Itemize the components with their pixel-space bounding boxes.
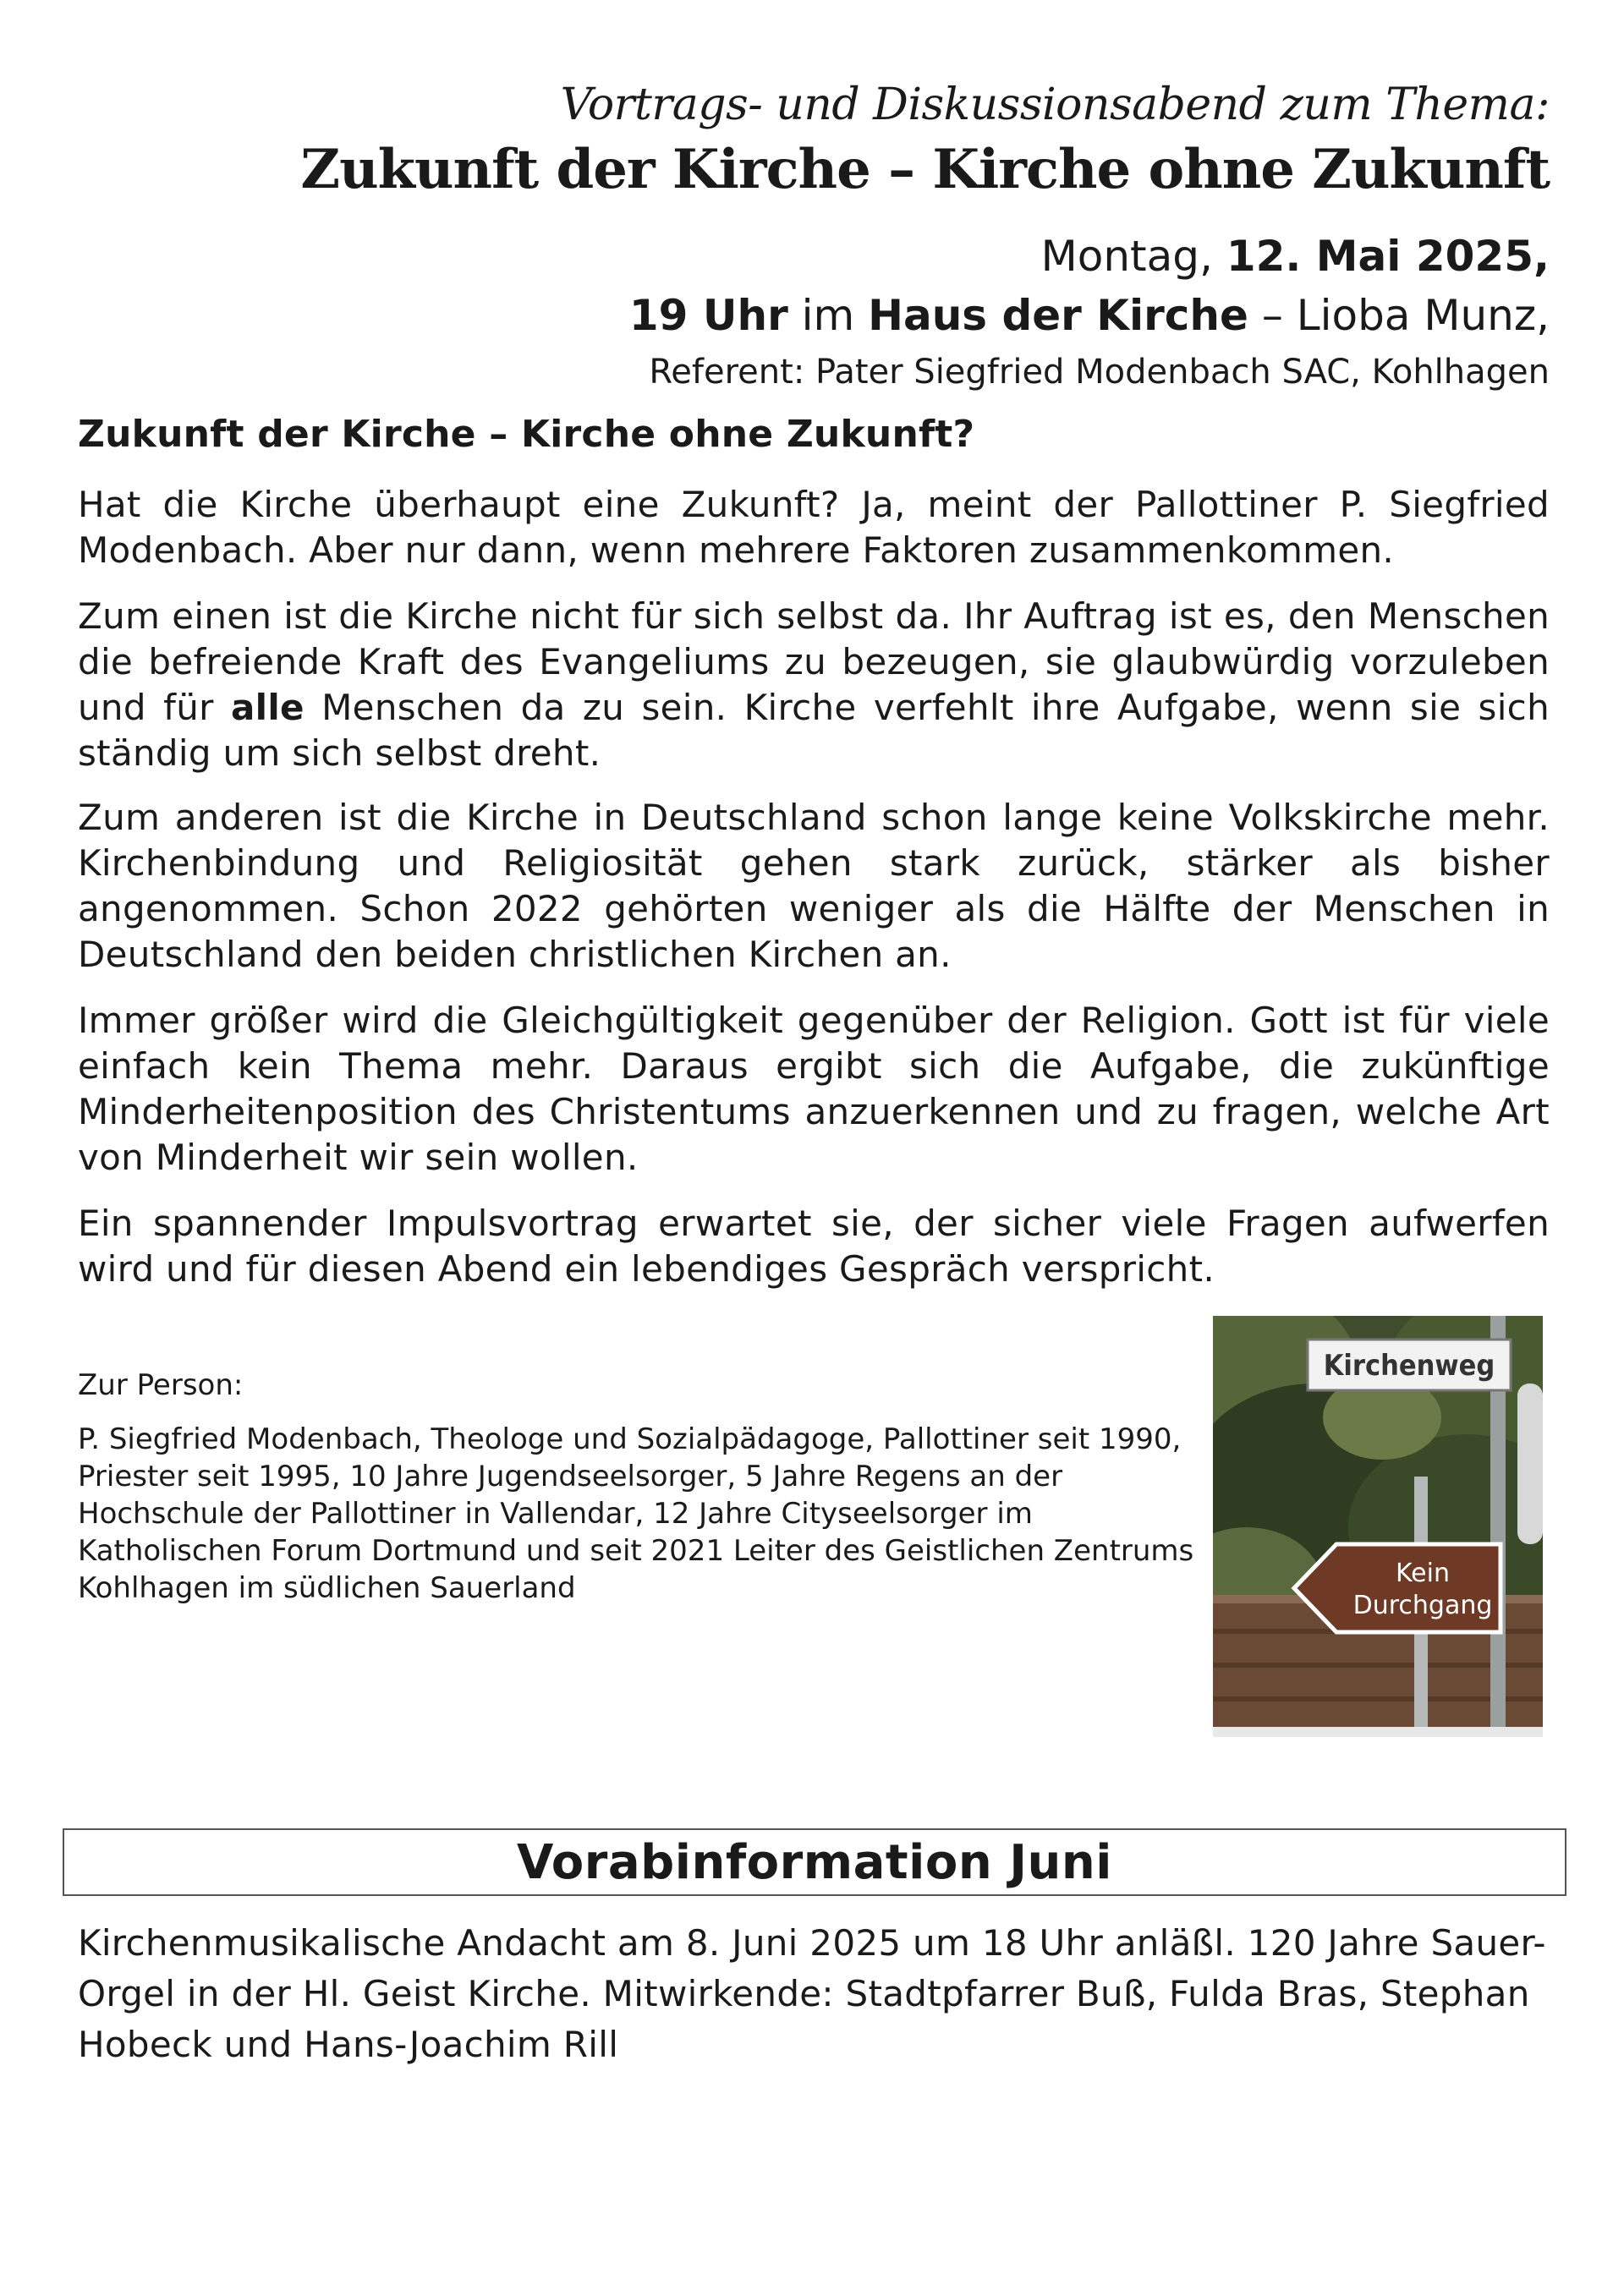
event-intro: Vortrags- und Diskussionsabend zum Thema: — [560, 79, 1550, 130]
june-text: Kirchenmusikalische Andacht am 8. Juni 2025 um 18 Uhr anläßl. 120 Jahre Sauer-Orgel in der Hl. Geist Kirche. Mitwirkende: Stadtpfarrer Buß, Fulda Bras, Stephan Hobeck und Hans-Joachim Rill — [78, 1922, 1546, 2065]
event-date-prefix: Montag, — [1040, 232, 1226, 281]
article-paragraph-2-start: Zum einen ist die Kirche nicht für sich selbst da. Ihr Auftrag ist es, den Menschen die befreiende Kraft des Evangeliums zu bezeugen, sie glaubwürdig vorzuleben und für — [78, 595, 1550, 728]
event-date-value: 12. Mai 2025, — [1226, 232, 1550, 281]
person-bio: P. Siegfried Modenbach, Theologe und Sozialpädagoge, Pallottiner seit 1990, Priester seit 1995, 10 Jahre Jugendseelsorger, 5 Jahre Regens an der Hochschule der Pallottiner in Vallendar, 12 Jahre Cityseelsorger im Katholischen Forum Dortmund und seit 2021 Leiter des Geistlichen Zentrums Kohlhagen im südlichen Sauerland — [78, 1422, 1194, 1605]
arrow-sign-line-1: Kein — [1396, 1559, 1450, 1588]
event-venue — [300, 292, 1550, 341]
event-date — [300, 233, 1550, 282]
article-heading: Zukunft der Kirche – Kirche ohne Zukunft? — [78, 413, 975, 456]
article-paragraph-2-emphasis: alle — [231, 687, 304, 728]
article-paragraph-2 — [78, 594, 1550, 776]
event-venue-suffix: – Lioba Munz, — [1248, 290, 1550, 340]
event-venue-name: Haus der Kirche — [868, 290, 1248, 340]
june-heading: Vorabinformation Juni — [517, 1834, 1112, 1890]
june-heading-box — [63, 1828, 1566, 1896]
article-paragraph-1: Hat die Kirche überhaupt eine Zukunft? Ja, meint der Pallottiner P. Siegfried Modenbach. Aber nur dann, wenn mehrere Faktoren zusammenkommen. — [78, 484, 1550, 571]
street-sign-illustration — [1213, 1316, 1543, 1737]
event-speaker: Referent: Pater Siegfried Modenbach SAC, Kohlhagen — [649, 353, 1550, 392]
event-venue-mid: im — [787, 290, 869, 340]
article-paragraph-2-end: Menschen da zu sein. Kirche verfehlt ihre Aufgabe, wenn sie sich ständig um sich selbst dreht. — [78, 687, 1550, 774]
event-title: Zukunft der Kirche – Kirche ohne Zukunft — [300, 138, 1550, 201]
street-sign-photo — [1213, 1316, 1543, 1737]
event-header — [300, 78, 1550, 392]
article-paragraph-5: Ein spannender Impulsvortrag erwartet sie, der sicher viele Fragen aufwerfen wird und für diesen Abend ein lebendiges Gespräch verspricht. — [78, 1203, 1550, 1290]
person-label: Zur Person: — [78, 1368, 244, 1402]
article-paragraph-4: Immer größer wird die Gleichgültigkeit gegenüber der Religion. Gott ist für viele einfach kein Thema mehr. Daraus ergibt sich die Aufgabe, die zukünftige Minderheitenposition des Christentums anzuerkennen und zu fragen, welche Art von Minderheit wir sein wollen. — [78, 1000, 1550, 1178]
street-sign-text: Kirchenweg — [1323, 1349, 1495, 1383]
arrow-sign-line-2: Durchgang — [1352, 1591, 1493, 1620]
article-paragraph-3: Zum anderen ist die Kirche in Deutschland schon lange keine Volkskirche mehr. Kirchenbindung und Religiosität gehen stark zurück, stärker als bisher angenommen. Schon 2022 gehörten weniger als die Hälfte der Menschen in Deutschland den beiden christlichen Kirchen an. — [78, 797, 1550, 975]
event-time: 19 Uhr — [628, 290, 788, 340]
